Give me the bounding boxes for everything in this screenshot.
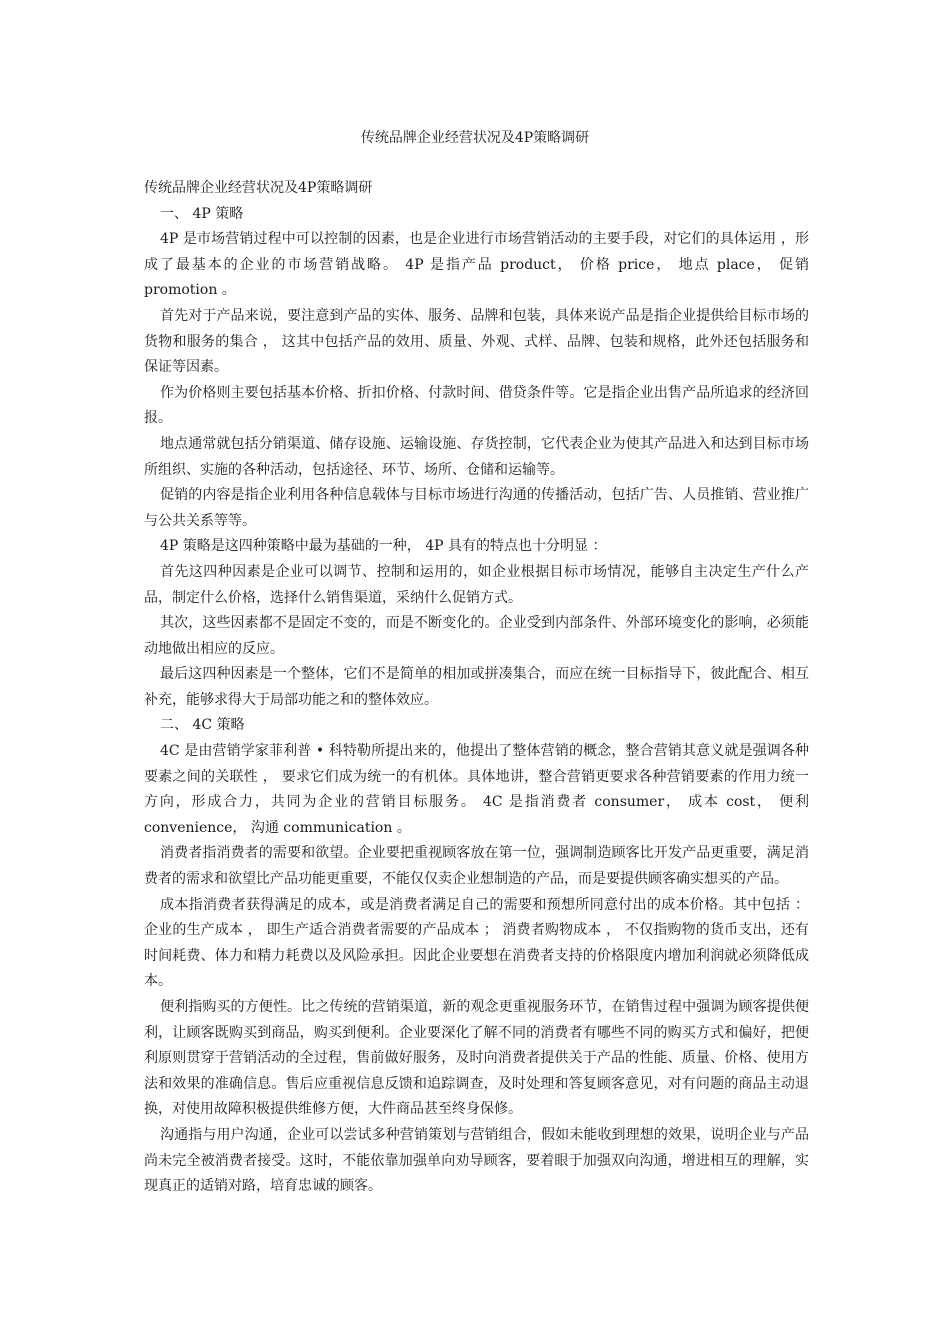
paragraph: 成本指消费者获得满足的成本，或是消费者满足自己的需要和预想所同意付出的成本价格。其中包括 ： 企业的生产成本 ， 即生产适合消费者需要的产品成本 ； 消费者购物成本 ， 不仅指购物的货币支出，还有时间耗费、体力和精力耗费以及风险承担。因此企业要想在消费者支持的价格限度内增加利润就必须降低成本。	[144, 896, 809, 990]
paragraph: 最后这四种因素是一个整体，它们不是简单的相加或拼凑集合，而应在统一目标指导下，彼此配合、相互补充，能够求得大于局部功能之和的整体效应。	[144, 666, 809, 708]
paragraph: 作为价格则主要包括基本价格、折扣价格、付款时间、借贷条件等。它是指企业出售产品所追求的经济回报。	[144, 384, 809, 427]
paragraph: 便利指购买的方便性。比之传统的营销渠道，新的观念更重视服务环节，在销售过程中强调为顾客提供便利，让顾客既购买到商品，购买到便利。企业要深化了解不同的消费者有哪些不同的购买方式和偏好，把便利原则贯穿于营销活动的全过程，售前做好服务，及时向消费者提供关于产品的性能、质量、价格、使用方法和效果的准确信息。售后应重视信息反馈和追踪调查，及时处理和答复顾客意见，对有问题的商品主动退换，对使用故障积极提供维修方便，大件商品甚至终身保修。	[144, 999, 809, 1118]
document-body	[144, 176, 809, 1200]
document-subtitle: 传统品牌企业经营状况及4P策略调研	[144, 180, 373, 196]
paragraph: 地点通常就包括分销渠道、储存设施、运输设施、存货控制，它代表企业为使其产品进入和达到目标市场所组织、实施的各种活动，包括途径、环节、场所、仓储和运输等。	[144, 435, 809, 478]
paragraph: 消费者指消费者的需要和欲望。企业要把重视顾客放在第一位，强调制造顾客比开发产品更重要，满足消费者的需求和欲望比产品功能更重要，不能仅仅卖企业想制造的产品，而是要提供顾客确实想买的产品。	[144, 845, 809, 888]
section-heading-4p: 一、 4P 策略	[160, 205, 244, 222]
paragraph: 促销的内容是指企业利用各种信息载体与目标市场进行沟通的传播活动，包括广告、人员推销、营业推广与公共关系等等。	[144, 487, 809, 529]
section-heading-4c: 二、 4C 策略	[160, 717, 245, 734]
paragraph: 其次，这些因素都不是固定不变的，而是不断变化的。企业受到内部条件、外部环境变化的影响，必须能动地做出相应的反应。	[144, 615, 809, 657]
document-title: 传统品牌企业经营状况及4P策略调研	[360, 130, 590, 146]
paragraph: 沟通指与用户沟通，企业可以尝试多种营销策划与营销组合，假如未能收到理想的效果，说明企业与产品尚未完全被消费者接受。这时，不能依靠加强单向劝导顾客，要着眼于加强双向沟通，增进相互的理解，实现真正的适销对路，培育忠诚的顾客。	[144, 1126, 809, 1195]
paragraph: 4C 是由营销学家菲利普 • 科特勒所提出来的，他提出了整体营销的概念，整合营销其意义就是强调各种要素之间的关联性 ， 要求它们成为统一的有机体。具体地讲，整合营销更要求各种营销要素的作用力统一方向，形成合力，共同为企业的营销目标服务。 4C 是指消费者 consumer， 成本 cost， 便利 convenience， 沟通 communication 。	[144, 743, 809, 836]
paragraph: 首先这四种因素是企业可以调节、控制和运用的，如企业根据目标市场情况，能够自主决定生产什么产品，制定什么价格，选择什么销售渠道，采纳什么促销方式。	[144, 563, 809, 606]
paragraph: 4P 策略是这四种策略中最为基础的一种， 4P 具有的特点也十分明显 ：	[160, 538, 607, 555]
paragraph: 4P 是市场营销过程中可以控制的因素，也是企业进行市场营销活动的主要手段，对它们的具体运用 ，形成了最基本的企业的市场营销战略。 4P 是指产品 product， 价格 price， 地点 place， 促销 promotion 。	[144, 231, 809, 299]
paragraph: 首先对于产品来说，要注意到产品的实体、服务、品牌和包装，具体来说产品是指企业提供给目标市场的货物和服务的集合 ， 这其中包括产品的效用、质量、外观、式样、品牌、包装和规格，此外还包括服务和保证等因素。	[144, 307, 809, 376]
